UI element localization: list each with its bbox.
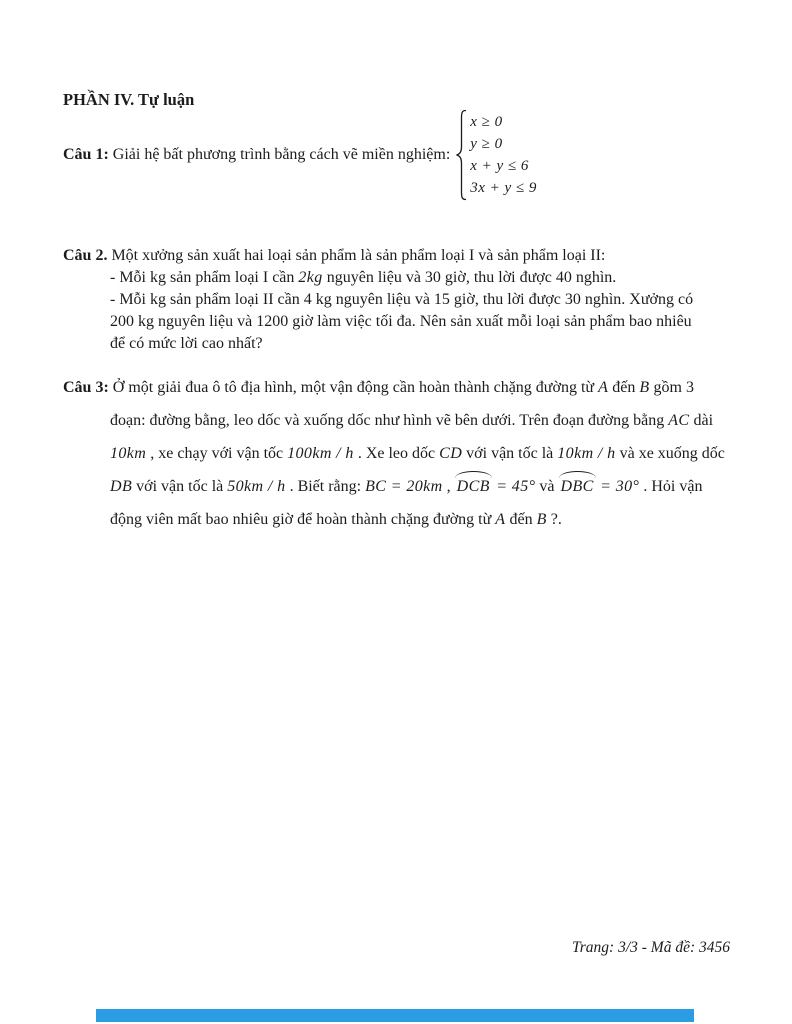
text-segment: gồm 3: [649, 379, 694, 396]
text-segment: 200 kg nguyên liệu và 1200 giờ làm việc tối đa. Nên sản xuất mỗi loại sản phẩm bao nhiêu: [110, 313, 692, 330]
math-segment: CD: [439, 445, 463, 462]
math-segment: B: [639, 379, 650, 396]
math-angle-hat: DBC: [559, 470, 596, 503]
math-segment: 10km / h: [557, 445, 616, 462]
question-1-text: [63, 146, 450, 164]
text-segment: Một xưởng sản xuất hai loại sản phẩm là sản phẩm loại I và sản phẩm loại II:: [107, 247, 606, 264]
math-segment: B: [536, 511, 547, 528]
math-segment: 10km: [110, 445, 147, 462]
question-3-line-5: [110, 503, 731, 536]
text-segment: và: [535, 478, 559, 495]
text-segment: , xe chạy với vận tốc: [146, 445, 288, 462]
text-segment: nguyên liệu và 30 giờ, thu lời được 40 nghìn.: [322, 269, 617, 286]
text-segment: và xe xuống dốc: [615, 445, 725, 462]
question-2: [63, 245, 731, 355]
math-segment: BC = 20km: [365, 478, 443, 495]
text-segment: . Xe leo dốc: [353, 445, 440, 462]
accent-bar: [96, 1009, 694, 1022]
text-segment: - Mỗi kg sản phẩm loại II cần 4 kg nguyên liệu và 15 giờ, thu lời được 30 nghìn. Xưởng có: [110, 291, 694, 308]
text-segment: . Hỏi vận: [639, 478, 703, 495]
text-segment: động viên mất bao nhiêu giờ để hoàn thành chặng đường từ: [110, 511, 496, 528]
text-segment: đoạn: đường bằng, leo dốc và xuống dốc như hình vẽ bên dưới. Trên đoạn đường bằng: [110, 412, 669, 429]
text-segment: với vận tốc là: [132, 478, 228, 495]
question-1: [63, 106, 763, 204]
text-segment: với vận tốc là: [462, 445, 558, 462]
text-segment: Câu 2.: [63, 247, 108, 264]
math-segment: 50km / h: [227, 478, 286, 495]
question-2-line-5: [110, 333, 731, 355]
question-3-line-3: [110, 437, 731, 470]
question-3: [63, 371, 731, 536]
text-segment: đến: [608, 379, 640, 396]
system-brace-wrap: [454, 109, 467, 201]
question-2-line-2: [110, 267, 731, 289]
math-angle-hat: DCB: [455, 470, 492, 503]
inequality-3: x + y ≤ 6: [470, 158, 529, 174]
question-3-line-1: [63, 371, 731, 404]
question-2-line-4: [110, 311, 731, 333]
text-segment: . Biết rằng:: [285, 478, 366, 495]
text-segment: Ở một giải đua ô tô địa hình, một vận động cần hoàn thành chặng đường từ: [108, 379, 599, 396]
inequality-system: [470, 111, 537, 199]
text-segment: để có mức lời cao nhất?: [110, 335, 263, 352]
text-segment: - Mỗi kg sản phẩm loại I cần: [110, 269, 299, 286]
text-segment: dài: [689, 412, 714, 429]
inequality-1: x ≥ 0: [470, 114, 503, 130]
math-segment: = 45°: [491, 478, 536, 495]
text-segment: Câu 3:: [63, 379, 109, 396]
inequality-2: y ≥ 0: [470, 136, 503, 152]
math-segment: 100km / h: [287, 445, 354, 462]
math-segment: = 30°: [595, 478, 640, 495]
math-segment: DB: [110, 478, 133, 495]
question-2-line-1: [63, 245, 731, 267]
question-3-line-4: [110, 470, 731, 503]
math-segment: AC: [668, 412, 690, 429]
section-heading: PHẦN IV. Tự luận: [63, 90, 195, 109]
text-segment: ?.: [546, 511, 562, 528]
math-segment: 2kg: [298, 269, 323, 286]
text-segment: đến: [505, 511, 537, 528]
text-segment: ,: [442, 478, 455, 495]
left-brace-icon: [454, 109, 467, 201]
question-2-line-3: [110, 289, 731, 311]
question-1-label: Câu 1:: [63, 146, 109, 163]
math-segment: A: [598, 379, 609, 396]
inequality-4: 3x + y ≤ 9: [470, 180, 537, 196]
question-1-prompt: Giải hệ bất phương trình bằng cách vẽ miền nghiệm:: [108, 146, 451, 163]
page-footer: Trang: 3/3 - Mã đề: 3456: [571, 939, 730, 956]
question-3-line-2: [110, 404, 731, 437]
math-segment: A: [495, 511, 506, 528]
